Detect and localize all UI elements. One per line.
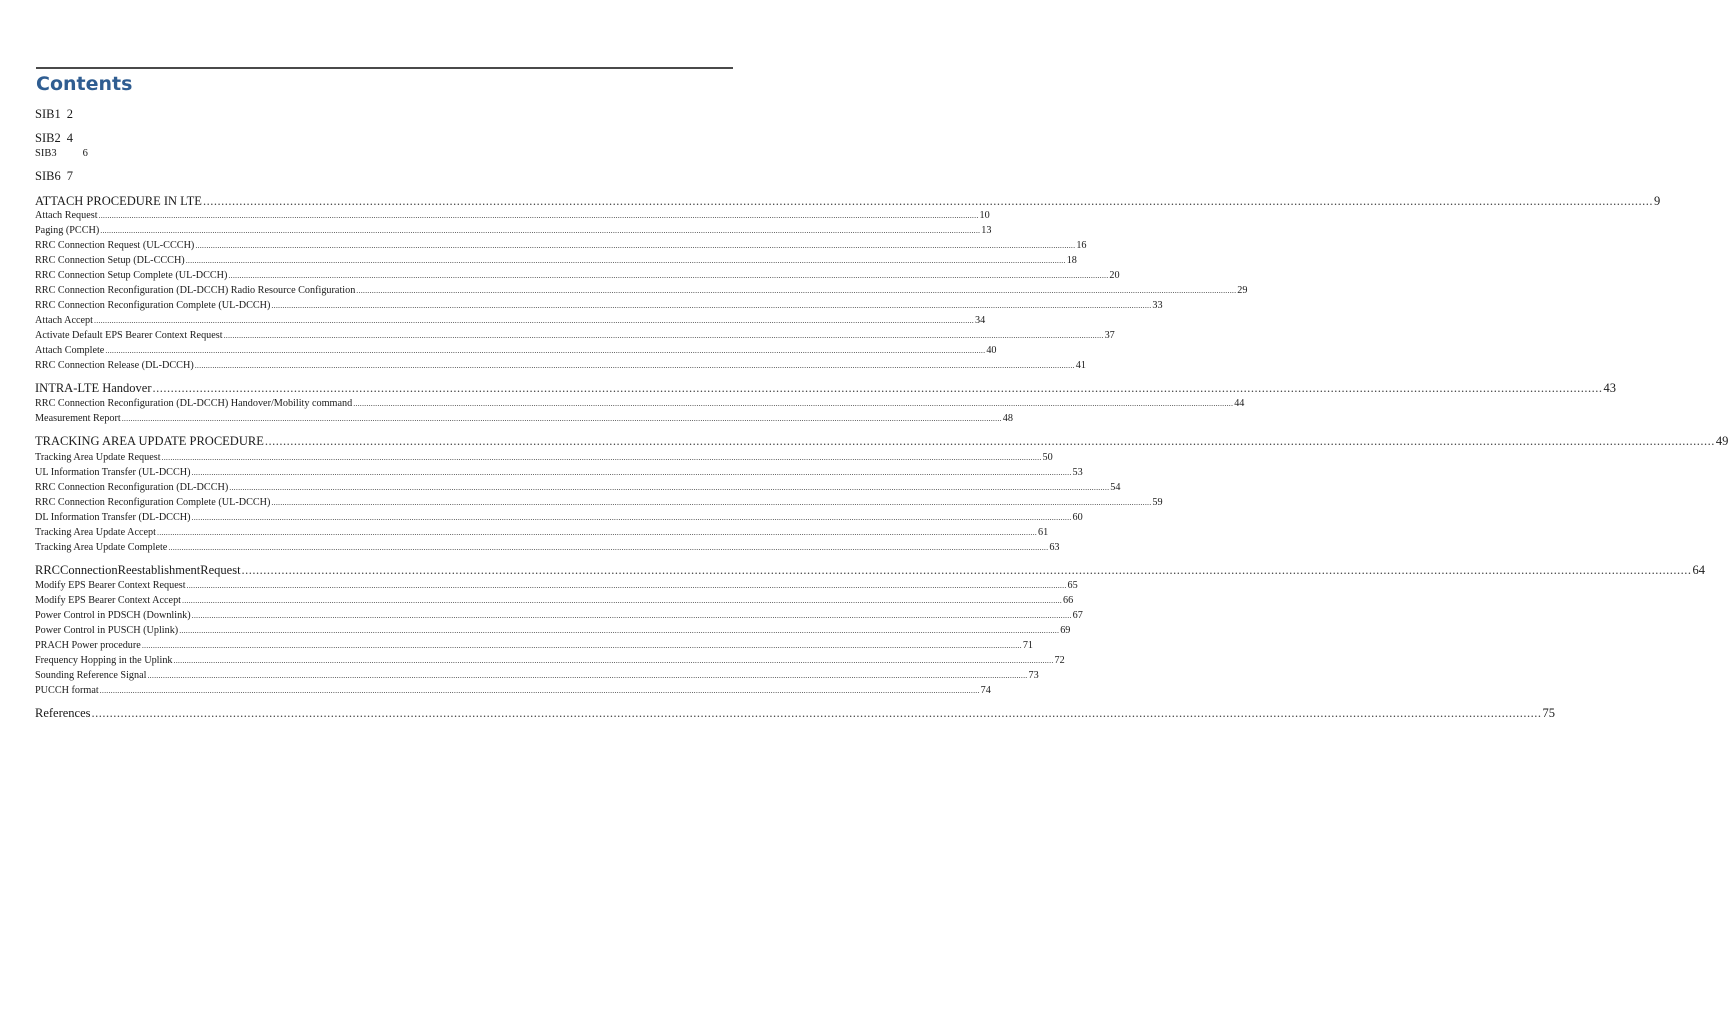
toc-entry-page: 61 xyxy=(1038,527,1049,538)
toc-subsection-entry[interactable] xyxy=(35,314,986,328)
toc-sib-entry[interactable] xyxy=(35,168,73,184)
toc-entry-page: 2 xyxy=(66,107,73,121)
toc-entry-label: Tracking Area Update Complete xyxy=(35,542,168,553)
toc-heading: Contents xyxy=(36,73,133,95)
toc-entry-label: Power Control in PUSCH (Uplink) xyxy=(35,625,179,636)
toc-subsection-entry[interactable] xyxy=(35,511,1083,525)
toc-entry-label: PUCCH format xyxy=(35,685,99,696)
dot-leader: ................................................................................................................................................................................................................................................................................................................................................................................................................ xyxy=(185,256,1066,265)
toc-subsection-entry[interactable] xyxy=(35,609,1083,623)
toc-entry-page: 72 xyxy=(1054,655,1065,666)
dot-leader: ................................................................................................................................................................................................................................................................................................................................................................................................................ xyxy=(99,686,980,695)
toc-entry-page: 7 xyxy=(66,169,73,183)
toc-entry-label: SIB3 xyxy=(35,148,57,159)
dot-leader: ................................................................................................................................................................................................................................................................................................................................................................................................................ xyxy=(100,226,981,235)
toc-entry-label: SIB2 xyxy=(35,131,61,145)
toc-subsection-entry[interactable] xyxy=(35,224,992,238)
toc-subsection-entry[interactable] xyxy=(35,284,1248,298)
dot-leader: ................................................................................................................................................................................................................................................................................................................................................................................................................ xyxy=(229,483,1110,492)
dot-leader: ................................................................................................................................................................................................................................................................................................................................................................................................................ xyxy=(173,656,1054,665)
toc-section-entry[interactable] xyxy=(35,706,1556,721)
dot-leader: ................................................................................................................................................................................................................................................................................................................................................................................................................ xyxy=(182,596,1062,605)
toc-entry-page: 41 xyxy=(1075,360,1086,371)
dot-leader: ................................................................................................................................................................................................................................................................................................................................................................................................................ xyxy=(91,706,1542,720)
toc-section-entry[interactable] xyxy=(35,563,1706,578)
toc-entry-label: Activate Default EPS Bearer Context Request xyxy=(35,330,223,341)
toc-section-entry[interactable] xyxy=(35,381,1617,396)
toc-entry-page: 74 xyxy=(980,685,991,696)
toc-entry-label: RRC Connection Reconfiguration (DL-DCCH) Radio Resource Configuration xyxy=(35,285,356,296)
dot-leader: ................................................................................................................................................................................................................................................................................................................................................................................................................ xyxy=(179,626,1060,635)
toc-entry-page: 65 xyxy=(1067,580,1078,591)
dot-leader: ................................................................................................................................................................................................................................................................................................................................................................................................................ xyxy=(191,513,1072,522)
toc-entry-label: Measurement Report xyxy=(35,413,121,424)
toc-subsection-entry[interactable] xyxy=(35,639,1034,653)
dot-leader: ................................................................................................................................................................................................................................................................................................................................................................................................................ xyxy=(161,453,1042,462)
toc-entry-label: RRC Connection Reconfiguration (DL-DCCH) Handover/Mobility command xyxy=(35,398,353,409)
toc-entry-page: 64 xyxy=(1692,563,1706,577)
toc-entry-page: 44 xyxy=(1234,398,1245,409)
toc-entry-label: References xyxy=(35,706,91,720)
toc-entry-page: 49 xyxy=(1715,434,1728,448)
toc-entry-page: 71 xyxy=(1022,640,1034,651)
toc-entry-page: 69 xyxy=(1060,625,1071,636)
toc-entry-label: Tracking Area Update Request xyxy=(35,452,161,463)
dot-leader: ................................................................................................................................................................................................................................................................................................................................................................................................................ xyxy=(186,581,1067,590)
toc-subsection-entry[interactable] xyxy=(35,466,1083,480)
toc-entry-label: RRC Connection Reconfiguration Complete (UL-DCCH) xyxy=(35,300,271,311)
dot-leader: ................................................................................................................................................................................................................................................................................................................................................................................................................ xyxy=(94,316,974,325)
dot-leader: ................................................................................................................................................................................................................................................................................................................................................................................................................ xyxy=(191,468,1072,477)
toc-entry-label: RRC Connection Reconfiguration Complete (UL-DCCH) xyxy=(35,497,271,508)
toc-entry-label: TRACKING AREA UPDATE PROCEDURE xyxy=(35,434,264,448)
toc-entry-page: 50 xyxy=(1042,452,1053,463)
toc-subsection-entry[interactable] xyxy=(35,579,1078,593)
dot-leader: ................................................................................................................................................................................................................................................................................................................................................................................................................ xyxy=(121,414,1002,423)
toc-subsection-entry[interactable] xyxy=(35,594,1074,608)
toc-entry-page: 37 xyxy=(1104,330,1115,341)
toc-entry-page: 6 xyxy=(82,148,88,159)
header-rule xyxy=(36,67,733,69)
toc-entry-page: 13 xyxy=(981,225,992,236)
toc-sib-entry[interactable] xyxy=(35,147,88,161)
dot-leader: ................................................................................................................................................................................................................................................................................................................................................................................................................ xyxy=(202,194,1653,208)
toc-entry-label: Modify EPS Bearer Context Accept xyxy=(35,595,181,606)
toc-entry-label: Frequency Hopping in the Uplink xyxy=(35,655,173,666)
toc-entry-label: SIB1 xyxy=(35,107,61,121)
dot-leader: ................................................................................................................................................................................................................................................................................................................................................................................................................ xyxy=(264,434,1715,448)
dot-leader: ................................................................................................................................................................................................................................................................................................................................................................................................................ xyxy=(356,286,1237,295)
toc-entry-page: 54 xyxy=(1110,482,1121,493)
toc-entry-label: PRACH Power procedure xyxy=(35,640,141,651)
toc-entry-page: 29 xyxy=(1237,285,1248,296)
toc-entry-label: UL Information Transfer (UL-DCCH) xyxy=(35,467,191,478)
dot-leader: ................................................................................................................................................................................................................................................................................................................................................................................................................ xyxy=(228,271,1109,280)
toc-entry-label: DL Information Transfer (DL-DCCH) xyxy=(35,512,191,523)
toc-subsection-entry[interactable] xyxy=(35,359,1086,373)
toc-entry-label: RRC Connection Reconfiguration (DL-DCCH) xyxy=(35,482,229,493)
toc-entry-page: 67 xyxy=(1072,610,1083,621)
toc-entry-label: ATTACH PROCEDURE IN LTE xyxy=(35,194,202,208)
toc-subsection-entry[interactable] xyxy=(35,669,1039,683)
toc-section-entry[interactable] xyxy=(35,194,1661,209)
toc-entry-label: RRC Connection Setup Complete (UL-DCCH) xyxy=(35,270,228,281)
toc-subsection-entry[interactable] xyxy=(35,412,1013,426)
toc-sib-entry[interactable] xyxy=(35,130,73,146)
toc-entry-label: Power Control in PDSCH (Downlink) xyxy=(35,610,191,621)
toc-subsection-entry[interactable] xyxy=(35,624,1071,638)
toc-entry-label: Tracking Area Update Accept xyxy=(35,527,156,538)
toc-subsection-entry[interactable] xyxy=(35,541,1060,555)
dot-leader: ................................................................................................................................................................................................................................................................................................................................................................................................................ xyxy=(241,563,1692,577)
toc-entry-label: RRC Connection Request (UL-CCCH) xyxy=(35,240,195,251)
dot-leader: ................................................................................................................................................................................................................................................................................................................................................................................................................ xyxy=(105,346,986,355)
toc-entry-page: 34 xyxy=(975,315,986,326)
dot-leader: ................................................................................................................................................................................................................................................................................................................................................................................................................ xyxy=(191,611,1072,620)
toc-subsection-entry[interactable] xyxy=(35,397,1245,411)
toc-entry-page: 43 xyxy=(1603,381,1617,395)
toc-entry-label: INTRA-LTE Handover xyxy=(35,381,152,395)
toc-subsection-entry[interactable] xyxy=(35,526,1049,540)
toc-entry-page: 9 xyxy=(1653,194,1661,208)
toc-entry-page: 18 xyxy=(1066,255,1077,266)
dot-leader: ................................................................................................................................................................................................................................................................................................................................................................................................................ xyxy=(168,543,1049,552)
toc-entry-label: RRCConnectionReestablishmentRequest xyxy=(35,563,241,577)
toc-entry-label: Paging (PCCH) xyxy=(35,225,100,236)
toc-entry-label: Sounding Reference Signal xyxy=(35,670,147,681)
toc-entry-page: 10 xyxy=(979,210,990,221)
dot-leader: ................................................................................................................................................................................................................................................................................................................................................................................................................ xyxy=(353,399,1234,408)
dot-leader: ................................................................................................................................................................................................................................................................................................................................................................................................................ xyxy=(194,361,1075,370)
toc-entry-label: Modify EPS Bearer Context Request xyxy=(35,580,186,591)
toc-entry-label: RRC Connection Release (DL-DCCH) xyxy=(35,360,194,371)
toc-subsection-entry[interactable] xyxy=(35,254,1077,268)
toc-entry-page: 48 xyxy=(1002,413,1013,424)
toc-entry-page: 4 xyxy=(66,131,73,145)
toc-entry-page: 75 xyxy=(1542,706,1556,720)
toc-entry-page: 60 xyxy=(1072,512,1083,523)
toc-sib-entry[interactable] xyxy=(35,106,73,122)
dot-leader: ................................................................................................................................................................................................................................................................................................................................................................................................................ xyxy=(98,211,979,220)
toc-entry-page: 20 xyxy=(1109,270,1120,281)
toc-section-entry[interactable] xyxy=(35,434,1728,449)
toc-entry-page: 53 xyxy=(1072,467,1083,478)
toc-entry-page: 33 xyxy=(1152,300,1163,311)
toc-entry-label: SIB6 xyxy=(35,169,61,183)
toc-subsection-entry[interactable] xyxy=(35,344,997,358)
dot-leader: ................................................................................................................................................................................................................................................................................................................................................................................................................ xyxy=(223,331,1104,340)
dot-leader: ................................................................................................................................................................................................................................................................................................................................................................................................................ xyxy=(195,241,1076,250)
toc-subsection-entry[interactable] xyxy=(35,329,1115,343)
toc-subsection-entry[interactable] xyxy=(35,299,1163,313)
toc-subsection-entry[interactable] xyxy=(35,269,1120,283)
toc-entry-page: 59 xyxy=(1152,497,1163,508)
toc-entry-page: 63 xyxy=(1049,542,1060,553)
toc-subsection-entry[interactable] xyxy=(35,684,991,698)
toc-entry-page: 16 xyxy=(1076,240,1087,251)
toc-entry-label: Attach Accept xyxy=(35,315,93,326)
toc-subsection-entry[interactable] xyxy=(35,496,1163,510)
toc-entry-page: 73 xyxy=(1028,670,1039,681)
toc-subsection-entry[interactable] xyxy=(35,481,1121,495)
toc-entry-label: RRC Connection Setup (DL-CCCH) xyxy=(35,255,185,266)
dot-leader: ................................................................................................................................................................................................................................................................................................................................................................................................................ xyxy=(157,528,1037,537)
toc-subsection-entry[interactable] xyxy=(35,451,1053,465)
dot-leader: ................................................................................................................................................................................................................................................................................................................................................................................................................ xyxy=(141,641,1022,650)
toc-entry-label: Attach Complete xyxy=(35,345,105,356)
toc-entry-label: Attach Request xyxy=(35,210,98,221)
dot-leader: ................................................................................................................................................................................................................................................................................................................................................................................................................ xyxy=(271,301,1152,310)
toc-subsection-entry[interactable] xyxy=(35,209,990,223)
dot-leader: ................................................................................................................................................................................................................................................................................................................................................................................................................ xyxy=(147,671,1028,680)
toc-subsection-entry[interactable] xyxy=(35,654,1065,668)
dot-leader: ................................................................................................................................................................................................................................................................................................................................................................................................................ xyxy=(271,498,1152,507)
toc-entry-page: 66 xyxy=(1063,595,1074,606)
toc-subsection-entry[interactable] xyxy=(35,239,1087,253)
toc-entry-page: 40 xyxy=(986,345,997,356)
dot-leader: ................................................................................................................................................................................................................................................................................................................................................................................................................ xyxy=(152,381,1603,395)
